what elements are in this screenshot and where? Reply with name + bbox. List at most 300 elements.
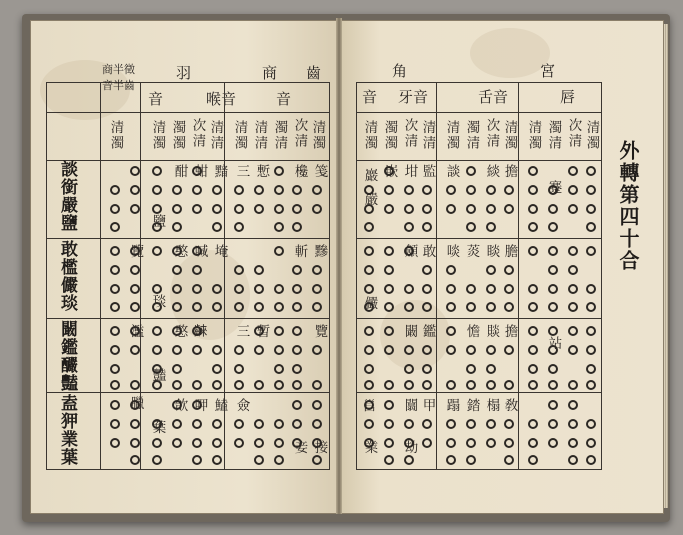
- empty-cell-circle: [548, 246, 558, 256]
- rime-chars: 黲: [311, 244, 328, 260]
- rime-chars: 坩: [401, 164, 418, 180]
- empty-cell-circle: [364, 246, 374, 256]
- rime-chars: 敎: [501, 398, 518, 414]
- empty-cell-circle: [528, 246, 538, 256]
- rime-chars: 憺: [463, 324, 480, 340]
- empty-cell-circle: [130, 185, 140, 195]
- qing-zhuo-labels: 濁清: [545, 120, 562, 151]
- header-gong: 宮: [540, 62, 556, 80]
- empty-cell-circle: [446, 302, 456, 312]
- empty-cell-circle: [384, 438, 394, 448]
- empty-cell-circle: [152, 326, 162, 336]
- empty-cell-circle: [274, 345, 284, 355]
- empty-cell-circle: [404, 185, 414, 195]
- empty-cell-circle: [504, 204, 514, 214]
- empty-cell-circle: [254, 419, 264, 429]
- empty-cell-circle: [130, 204, 140, 214]
- empty-cell-circle: [152, 438, 162, 448]
- rime-chars: 嵌: [381, 164, 398, 180]
- empty-cell-circle: [110, 284, 120, 294]
- rime-chars: 暫: [253, 324, 270, 340]
- qing-zhuo-labels: 清濁: [525, 120, 542, 151]
- qing-zhuo-labels: 清濁: [361, 120, 378, 151]
- empty-cell-circle: [234, 222, 244, 232]
- rime-chars: 斬: [291, 244, 308, 260]
- empty-cell-circle: [568, 166, 578, 176]
- rime-chars: 嚴: [361, 192, 378, 208]
- qing-zhuo-labels: 次清: [565, 118, 582, 149]
- empty-cell-circle: [292, 265, 302, 275]
- subheader-yin: 音: [362, 88, 378, 106]
- empty-cell-circle: [548, 345, 558, 355]
- empty-cell-circle: [234, 380, 244, 390]
- qing-zhuo-labels: 清濁: [583, 120, 600, 151]
- rime-chars: 憨: [171, 244, 188, 260]
- empty-cell-circle: [364, 284, 374, 294]
- empty-cell-circle: [312, 380, 322, 390]
- empty-cell-circle: [568, 380, 578, 390]
- empty-cell-circle: [172, 345, 182, 355]
- empty-cell-circle: [528, 326, 538, 336]
- empty-cell-circle: [568, 284, 578, 294]
- empty-cell-circle: [172, 222, 182, 232]
- empty-cell-circle: [568, 204, 578, 214]
- empty-cell-circle: [446, 185, 456, 195]
- empty-cell-circle: [234, 185, 244, 195]
- empty-cell-circle: [486, 204, 496, 214]
- empty-cell-circle: [364, 222, 374, 232]
- empty-cell-circle: [504, 438, 514, 448]
- empty-cell-circle: [152, 364, 162, 374]
- rime-chars: 三: [233, 164, 250, 180]
- empty-cell-circle: [486, 302, 496, 312]
- empty-cell-circle: [130, 400, 140, 410]
- subheader-yayin: 牙音: [398, 88, 429, 106]
- qing-zhuo-labels: 濁清: [463, 120, 480, 151]
- empty-cell-circle: [422, 222, 432, 232]
- right-col-line: [518, 82, 519, 469]
- empty-cell-circle: [568, 302, 578, 312]
- empty-cell-circle: [130, 380, 140, 390]
- qing-zhuo-labels: 次清: [401, 118, 418, 149]
- empty-cell-circle: [130, 284, 140, 294]
- right-row-line-4: [356, 392, 601, 393]
- empty-cell-circle: [152, 222, 162, 232]
- empty-cell-circle: [192, 400, 202, 410]
- empty-cell-circle: [192, 204, 202, 214]
- empty-cell-circle: [384, 265, 394, 275]
- rime-chars: 蹇: [545, 180, 562, 196]
- qing-zhuo-labels: 清濁: [501, 120, 518, 151]
- empty-cell-circle: [446, 284, 456, 294]
- empty-cell-circle: [548, 302, 558, 312]
- empty-cell-circle: [130, 438, 140, 448]
- empty-cell-circle: [422, 438, 432, 448]
- empty-cell-circle: [274, 455, 284, 465]
- qing-zhuo-labels: 清濁: [231, 120, 248, 151]
- empty-cell-circle: [548, 185, 558, 195]
- empty-cell-circle: [486, 364, 496, 374]
- empty-cell-circle: [292, 326, 302, 336]
- empty-cell-circle: [404, 302, 414, 312]
- empty-cell-circle: [528, 345, 538, 355]
- empty-cell-circle: [152, 302, 162, 312]
- empty-cell-circle: [212, 185, 222, 195]
- header-jiao: 角: [392, 62, 408, 80]
- rime-chars: 琰: [149, 294, 166, 310]
- empty-cell-circle: [312, 400, 322, 410]
- left-col-line: [100, 82, 101, 469]
- empty-cell-circle: [528, 438, 538, 448]
- empty-cell-circle: [466, 455, 476, 465]
- empty-cell-circle: [172, 185, 182, 195]
- empty-cell-circle: [254, 438, 264, 448]
- empty-cell-circle: [192, 438, 202, 448]
- empty-cell-circle: [254, 345, 264, 355]
- qing-zhuo-labels: 清濁: [149, 120, 166, 151]
- empty-cell-circle: [404, 380, 414, 390]
- empty-cell-circle: [110, 345, 120, 355]
- empty-cell-circle: [312, 265, 322, 275]
- corner-note-1: 商半徵: [102, 63, 135, 76]
- empty-cell-circle: [274, 204, 284, 214]
- empty-cell-circle: [364, 265, 374, 275]
- empty-cell-circle: [192, 265, 202, 275]
- empty-cell-circle: [130, 455, 140, 465]
- empty-cell-circle: [212, 419, 222, 429]
- qing-zhuo-labels: 次清: [291, 118, 308, 149]
- empty-cell-circle: [548, 419, 558, 429]
- empty-cell-circle: [528, 166, 538, 176]
- empty-cell-circle: [274, 419, 284, 429]
- rime-chars: 酣: [171, 164, 188, 180]
- empty-cell-circle: [274, 380, 284, 390]
- empty-cell-circle: [486, 265, 496, 275]
- empty-cell-circle: [172, 246, 182, 256]
- empty-cell-circle: [130, 246, 140, 256]
- empty-cell-circle: [466, 222, 476, 232]
- qing-zhuo-labels: 濁濁: [381, 120, 398, 151]
- empty-cell-circle: [172, 265, 182, 275]
- subheader-sheyin: 舌音: [478, 88, 509, 106]
- empty-cell-circle: [364, 419, 374, 429]
- empty-cell-circle: [586, 364, 596, 374]
- empty-cell-circle: [586, 419, 596, 429]
- empty-cell-circle: [586, 380, 596, 390]
- empty-cell-circle: [568, 185, 578, 195]
- empty-cell-circle: [274, 185, 284, 195]
- empty-cell-circle: [110, 185, 120, 195]
- rime-chars: 葉: [149, 420, 166, 436]
- empty-cell-circle: [548, 204, 558, 214]
- empty-cell-circle: [384, 326, 394, 336]
- empty-cell-circle: [404, 204, 414, 214]
- empty-cell-circle: [446, 438, 456, 448]
- rime-chars: 慙: [253, 164, 270, 180]
- empty-cell-circle: [466, 364, 476, 374]
- rime-chars: 敢: [419, 244, 436, 260]
- rime-chars: 膽: [501, 244, 518, 260]
- empty-cell-circle: [586, 455, 596, 465]
- empty-cell-circle: [152, 185, 162, 195]
- rime-chars: 黯: [211, 164, 228, 180]
- empty-cell-circle: [568, 438, 578, 448]
- empty-cell-circle: [152, 419, 162, 429]
- empty-cell-circle: [192, 185, 202, 195]
- empty-cell-circle: [528, 455, 538, 465]
- qing-zhuo-labels: 次清: [189, 118, 206, 149]
- rime-chars: 憨: [171, 324, 188, 340]
- empty-cell-circle: [152, 284, 162, 294]
- empty-cell-circle: [292, 284, 302, 294]
- rime-chars: 緂: [483, 164, 500, 180]
- empty-cell-circle: [172, 419, 182, 429]
- empty-cell-circle: [422, 265, 432, 275]
- book-gutter: [336, 18, 342, 514]
- rime-chars: 業: [361, 440, 378, 456]
- empty-cell-circle: [528, 185, 538, 195]
- empty-cell-circle: [548, 400, 558, 410]
- rime-chars: 蹋: [443, 398, 460, 414]
- empty-cell-circle: [466, 345, 476, 355]
- empty-cell-circle: [586, 222, 596, 232]
- empty-cell-circle: [192, 326, 202, 336]
- left-row-line-2: [46, 238, 329, 239]
- rime-chars: 啖: [443, 244, 460, 260]
- empty-cell-circle: [466, 419, 476, 429]
- rime-chars: 覽: [311, 324, 328, 340]
- header-chi: 齒: [306, 64, 322, 82]
- empty-cell-circle: [292, 222, 302, 232]
- empty-cell-circle: [192, 302, 202, 312]
- empty-cell-circle: [422, 204, 432, 214]
- empty-cell-circle: [548, 326, 558, 336]
- empty-cell-circle: [110, 246, 120, 256]
- empty-cell-circle: [192, 246, 202, 256]
- empty-cell-circle: [274, 302, 284, 312]
- left-row-line-3: [46, 318, 329, 319]
- empty-cell-circle: [446, 455, 456, 465]
- empty-cell-circle: [234, 364, 244, 374]
- rime-chars: 覽: [127, 244, 144, 260]
- empty-cell-circle: [110, 380, 120, 390]
- empty-cell-circle: [586, 302, 596, 312]
- empty-cell-circle: [384, 166, 394, 176]
- empty-cell-circle: [234, 419, 244, 429]
- empty-cell-circle: [212, 455, 222, 465]
- rime-chars: 蚶: [191, 164, 208, 180]
- empty-cell-circle: [404, 222, 414, 232]
- empty-cell-circle: [292, 419, 302, 429]
- empty-cell-circle: [254, 204, 264, 214]
- empty-cell-circle: [292, 302, 302, 312]
- empty-cell-circle: [384, 284, 394, 294]
- empty-cell-circle: [528, 284, 538, 294]
- empty-cell-circle: [528, 222, 538, 232]
- empty-cell-circle: [466, 284, 476, 294]
- empty-cell-circle: [292, 400, 302, 410]
- empty-cell-circle: [528, 364, 538, 374]
- header-yu: 羽: [176, 64, 192, 82]
- empty-cell-circle: [312, 419, 322, 429]
- empty-cell-circle: [192, 345, 202, 355]
- empty-cell-circle: [466, 204, 476, 214]
- empty-cell-circle: [446, 326, 456, 336]
- empty-cell-circle: [528, 204, 538, 214]
- qing-zhuo-labels: 清清: [251, 120, 268, 151]
- empty-cell-circle: [172, 302, 182, 312]
- empty-cell-circle: [110, 438, 120, 448]
- subheader-houyin: 喉音: [206, 90, 237, 108]
- row-head-1: 談銜嚴鹽: [57, 160, 77, 232]
- empty-cell-circle: [466, 380, 476, 390]
- empty-cell-circle: [404, 345, 414, 355]
- rime-chars: 甲: [419, 398, 436, 414]
- empty-cell-circle: [274, 326, 284, 336]
- rime-chars: 闞: [401, 324, 418, 340]
- empty-cell-circle: [212, 302, 222, 312]
- subheader-yin-2: 音: [276, 90, 292, 108]
- rime-chars: 鰪: [211, 398, 228, 414]
- empty-cell-circle: [152, 345, 162, 355]
- qing-zhuo-labels: 清濁: [309, 120, 326, 151]
- empty-cell-circle: [274, 166, 284, 176]
- empty-cell-circle: [110, 265, 120, 275]
- empty-cell-circle: [486, 438, 496, 448]
- rime-chars: 埯: [211, 244, 228, 260]
- rime-chars: 𪘨: [191, 324, 208, 340]
- rime-chars: 鹽: [149, 214, 166, 230]
- empty-cell-circle: [364, 326, 374, 336]
- empty-cell-circle: [212, 222, 222, 232]
- empty-cell-circle: [234, 438, 244, 448]
- empty-cell-circle: [254, 380, 264, 390]
- empty-cell-circle: [130, 419, 140, 429]
- empty-cell-circle: [364, 400, 374, 410]
- right-col-line: [436, 82, 437, 469]
- empty-cell-circle: [274, 246, 284, 256]
- empty-cell-circle: [384, 185, 394, 195]
- empty-cell-circle: [504, 302, 514, 312]
- empty-cell-circle: [384, 380, 394, 390]
- empty-cell-circle: [364, 302, 374, 312]
- empty-cell-circle: [504, 380, 514, 390]
- empty-cell-circle: [364, 438, 374, 448]
- rime-chars: 監: [419, 164, 436, 180]
- rime-chars: 擔: [501, 164, 518, 180]
- empty-cell-circle: [130, 326, 140, 336]
- empty-cell-circle: [130, 345, 140, 355]
- empty-cell-circle: [254, 455, 264, 465]
- empty-cell-circle: [292, 185, 302, 195]
- empty-cell-circle: [404, 455, 414, 465]
- empty-cell-circle: [152, 380, 162, 390]
- empty-cell-circle: [292, 380, 302, 390]
- empty-cell-circle: [364, 380, 374, 390]
- empty-cell-circle: [212, 204, 222, 214]
- paper-stain: [470, 28, 550, 78]
- empty-cell-circle: [384, 419, 394, 429]
- rime-chars: 榻: [483, 398, 500, 414]
- qing-zhuo-labels: 濁清: [271, 120, 288, 151]
- right-row-line-3: [356, 318, 601, 319]
- subheader-chun: 唇: [560, 88, 576, 106]
- empty-cell-circle: [312, 302, 322, 312]
- left-row-line-1: [46, 160, 329, 161]
- empty-cell-circle: [312, 345, 322, 355]
- empty-cell-circle: [384, 204, 394, 214]
- empty-cell-circle: [292, 204, 302, 214]
- empty-cell-circle: [212, 380, 222, 390]
- qing-zhuo-labels: 清濁: [107, 120, 124, 151]
- empty-cell-circle: [548, 284, 558, 294]
- empty-cell-circle: [130, 302, 140, 312]
- row-head-3: 闞鑑釅豔: [57, 320, 77, 392]
- empty-cell-circle: [110, 419, 120, 429]
- right-hdr-line: [356, 112, 601, 113]
- empty-cell-circle: [292, 438, 302, 448]
- empty-cell-circle: [274, 364, 284, 374]
- empty-cell-circle: [212, 345, 222, 355]
- empty-cell-circle: [586, 345, 596, 355]
- empty-cell-circle: [504, 419, 514, 429]
- empty-cell-circle: [152, 204, 162, 214]
- empty-cell-circle: [364, 345, 374, 355]
- empty-cell-circle: [384, 302, 394, 312]
- empty-cell-circle: [172, 326, 182, 336]
- rime-chars: 欱: [171, 398, 188, 414]
- rime-chars: 擔: [501, 324, 518, 340]
- rime-chars: 談: [443, 164, 460, 180]
- empty-cell-circle: [234, 265, 244, 275]
- empty-cell-circle: [384, 246, 394, 256]
- empty-cell-circle: [486, 345, 496, 355]
- empty-cell-circle: [192, 284, 202, 294]
- rime-chars: 僉: [233, 398, 250, 414]
- empty-cell-circle: [312, 438, 322, 448]
- empty-cell-circle: [274, 438, 284, 448]
- empty-cell-circle: [274, 284, 284, 294]
- rime-chars: 劫: [401, 440, 418, 456]
- empty-cell-circle: [446, 345, 456, 355]
- qing-zhuo-labels: 次清: [483, 118, 500, 149]
- empty-cell-circle: [212, 364, 222, 374]
- qing-zhuo-labels: 清濁: [443, 120, 460, 151]
- empty-cell-circle: [172, 400, 182, 410]
- rime-chars: 儼: [361, 296, 378, 312]
- empty-cell-circle: [568, 419, 578, 429]
- rime-chars: 接: [311, 440, 328, 456]
- empty-cell-circle: [192, 166, 202, 176]
- empty-cell-circle: [422, 185, 432, 195]
- empty-cell-circle: [172, 284, 182, 294]
- empty-cell-circle: [568, 246, 578, 256]
- empty-cell-circle: [172, 438, 182, 448]
- rime-chars: 欃: [291, 164, 308, 180]
- empty-cell-circle: [568, 345, 578, 355]
- empty-cell-circle: [404, 284, 414, 294]
- rime-chars: 笺: [311, 164, 328, 180]
- empty-cell-circle: [312, 455, 322, 465]
- empty-cell-circle: [466, 302, 476, 312]
- empty-cell-circle: [466, 166, 476, 176]
- empty-cell-circle: [504, 345, 514, 355]
- empty-cell-circle: [486, 419, 496, 429]
- rime-chars: 喊: [191, 244, 208, 260]
- empty-cell-circle: [422, 284, 432, 294]
- row-head-4: 盍狎業葉: [57, 394, 77, 466]
- empty-cell-circle: [586, 326, 596, 336]
